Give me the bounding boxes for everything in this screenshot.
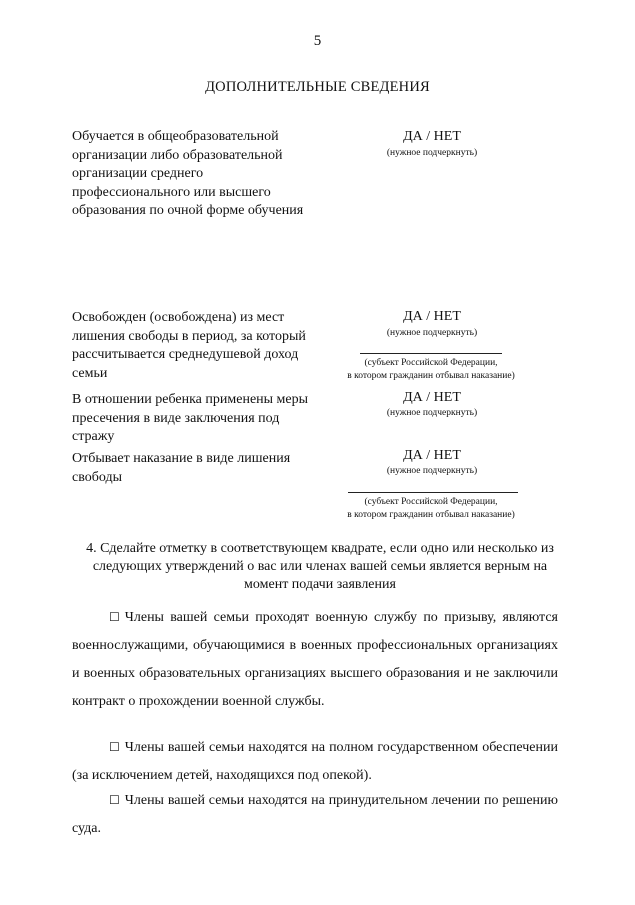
- region-input-line-2[interactable]: [348, 492, 518, 493]
- checkbox-icon[interactable]: ☐: [109, 793, 120, 807]
- question-sentence-label: Отбывает наказание в виде лишения свободы: [72, 451, 291, 485]
- statement-state-support: [72, 733, 558, 790]
- question-released-hint: (нужное подчеркнуть): [386, 328, 478, 338]
- region-note-2: (субъект Российской Федерации, в котором гражданин отбывал наказание): [347, 497, 515, 520]
- question-studies-answer[interactable]: ДА / НЕТ: [403, 129, 461, 144]
- statement-state-support-text: Члены вашей семьи находятся на полном государственном обеспечении (за исключением детей, находящихся под опекой).: [72, 740, 558, 783]
- page-title: ДОПОЛНИТЕЛЬНЫЕ СВЕДЕНИЯ: [205, 79, 430, 95]
- question-released-answer[interactable]: ДА / НЕТ: [403, 309, 461, 324]
- section-4-instruction: 4. Сделайте отметку в соответствующем квадрате, если одно или несколько из следующих утверждений о вас или членах вашей семьи является верным на момент подачи заявления: [86, 541, 554, 592]
- statement-treatment: [72, 786, 558, 843]
- statement-treatment-text: Члены вашей семьи находятся на принудительном лечении по решению суда.: [72, 793, 558, 836]
- checkbox-icon[interactable]: ☐: [109, 610, 120, 624]
- checkbox-icon[interactable]: ☐: [109, 740, 120, 754]
- question-custody-answer[interactable]: ДА / НЕТ: [403, 390, 461, 405]
- question-sentence-answer[interactable]: ДА / НЕТ: [403, 448, 461, 463]
- question-studies-label: Обучается в общеобразовательной организации либо образовательной организации среднего профессионального или высшего образования по очной форме обучения: [72, 129, 304, 218]
- region-note: (субъект Российской Федерации, в котором гражданин отбывал наказание): [347, 358, 515, 381]
- question-studies-hint: (нужное подчеркнуть): [386, 148, 478, 158]
- question-custody-hint: (нужное подчеркнуть): [386, 408, 478, 418]
- question-sentence-hint: (нужное подчеркнуть): [386, 466, 478, 476]
- statement-military-text: Члены вашей семьи проходят военную службу по призыву, являются военнослужащими, обучающимися в военных профессиональных организациях и военных образовательных организациях высшего образования и не заключили контракт о прохождении военной службы.: [72, 610, 558, 709]
- question-released-label: Освобожден (освобождена) из мест лишения свободы в период, за который рассчитывается среднедушевой доход семьи: [72, 310, 306, 381]
- page-number: 5: [313, 33, 322, 49]
- statement-military: [72, 603, 558, 716]
- region-input-line[interactable]: [360, 353, 502, 354]
- question-custody-label: В отношении ребенка применены меры пресечения в виде заключения под стражу: [72, 392, 309, 444]
